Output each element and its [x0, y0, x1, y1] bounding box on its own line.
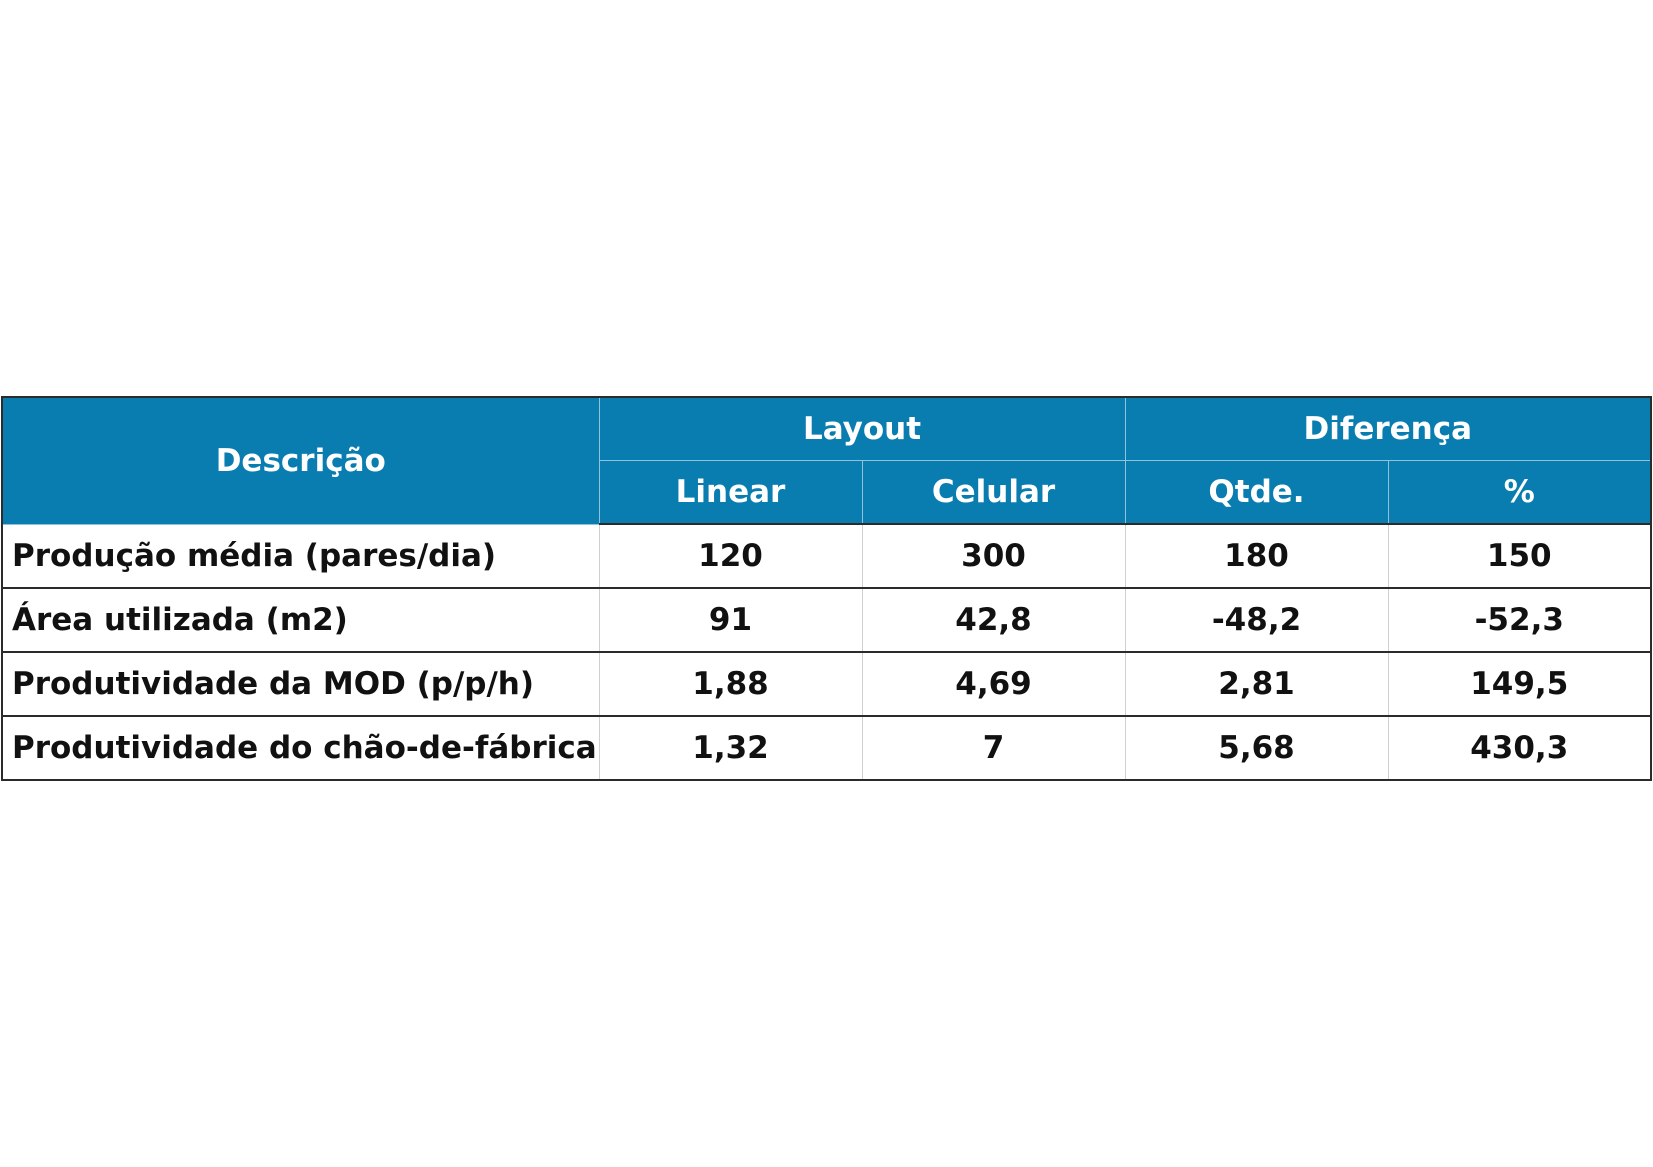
row-label: Produção média (pares/dia): [2, 524, 599, 588]
cell-percent: 149,5: [1388, 652, 1651, 716]
cell-celular: 7: [862, 716, 1125, 780]
table-row: [2, 524, 1651, 588]
cell-linear: 91: [599, 588, 862, 652]
header-row-group: [2, 397, 1651, 461]
cell-celular: 42,8: [862, 588, 1125, 652]
cell-linear: 1,32: [599, 716, 862, 780]
cell-linear: 1,88: [599, 652, 862, 716]
cell-qtde: 180: [1125, 524, 1388, 588]
cell-percent: 430,3: [1388, 716, 1651, 780]
row-label: Área utilizada (m2): [2, 588, 599, 652]
table-row: [2, 588, 1651, 652]
header-celular: Celular: [862, 461, 1125, 525]
header-layout: Layout: [599, 397, 1125, 461]
header-descricao: Descrição: [2, 397, 599, 524]
cell-qtde: -48,2: [1125, 588, 1388, 652]
header-qtde: Qtde.: [1125, 461, 1388, 525]
cell-percent: -52,3: [1388, 588, 1651, 652]
header-linear: Linear: [599, 461, 862, 525]
cell-linear: 120: [599, 524, 862, 588]
cell-qtde: 5,68: [1125, 716, 1388, 780]
table-row: [2, 716, 1651, 780]
row-label: Produtividade do chão-de-fábrica: [2, 716, 599, 780]
header-diferenca: Diferença: [1125, 397, 1651, 461]
cell-qtde: 2,81: [1125, 652, 1388, 716]
comparison-table: [1, 396, 1652, 781]
table-row: [2, 652, 1651, 716]
cell-celular: 300: [862, 524, 1125, 588]
header-percent: %: [1388, 461, 1651, 525]
row-label: Produtividade da MOD (p/p/h): [2, 652, 599, 716]
cell-percent: 150: [1388, 524, 1651, 588]
cell-celular: 4,69: [862, 652, 1125, 716]
